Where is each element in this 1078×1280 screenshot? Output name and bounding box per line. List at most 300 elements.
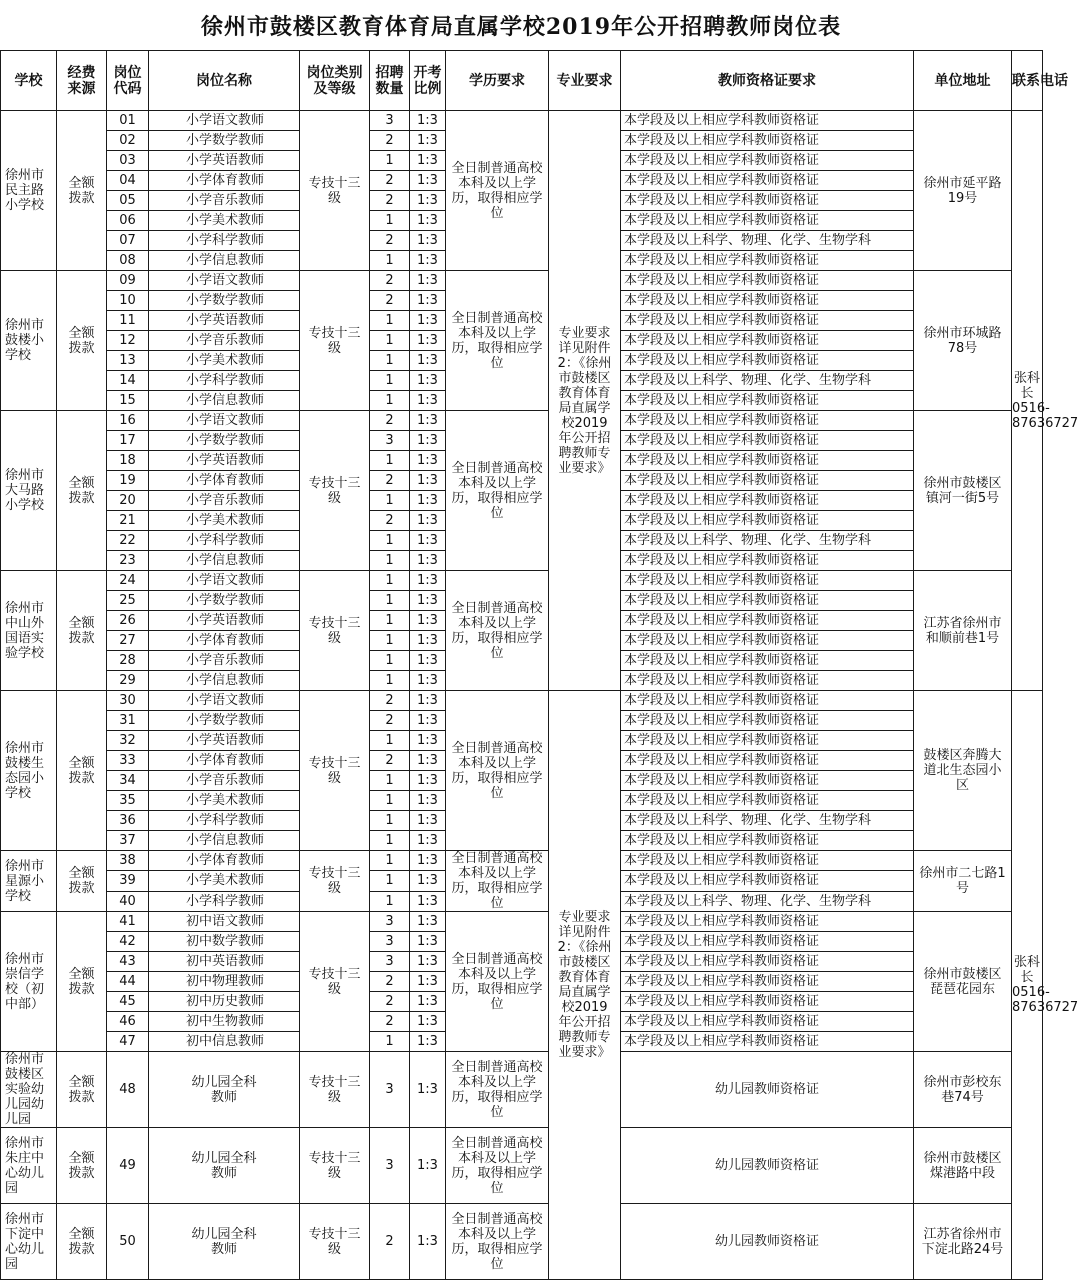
school-name: 徐州市大马路小学校	[1, 411, 57, 571]
position-level: 专技十三级	[300, 271, 370, 411]
position-name: 小学科学教师	[149, 811, 300, 831]
school-address: 鼓楼区奔腾大道北生态园小区	[914, 691, 1012, 851]
exam-ratio: 1:3	[410, 651, 446, 671]
table-row	[1, 111, 1043, 131]
certificate-requirement: 幼儿园教师资格证	[621, 1128, 914, 1204]
exam-ratio: 1:3	[410, 171, 446, 191]
funding-source: 全额拨款	[57, 1052, 107, 1128]
exam-ratio: 1:3	[410, 711, 446, 731]
position-level: 专技十三级	[300, 691, 370, 851]
position-name: 小学语文教师	[149, 571, 300, 591]
exam-ratio: 1:3	[410, 751, 446, 771]
exam-ratio: 1:3	[410, 791, 446, 811]
position-name: 小学美术教师	[149, 351, 300, 371]
table-row	[1, 571, 1043, 591]
hire-count: 2	[370, 972, 410, 992]
school-name: 徐州市中山外国语实验学校	[1, 571, 57, 691]
exam-ratio: 1:3	[410, 351, 446, 371]
position-code: 48	[107, 1052, 149, 1128]
exam-ratio: 1:3	[410, 511, 446, 531]
position-name: 小学数学教师	[149, 431, 300, 451]
certificate-requirement: 本学段及以上相应学科教师资格证	[621, 571, 914, 591]
education-requirement: 全日制普通高校本科及以上学历，取得相应学位	[446, 691, 549, 851]
position-code: 14	[107, 371, 149, 391]
hire-count: 1	[370, 571, 410, 591]
hire-count: 1	[370, 851, 410, 871]
position-code: 09	[107, 271, 149, 291]
hire-count: 2	[370, 1204, 410, 1280]
certificate-requirement: 本学段及以上相应学科教师资格证	[621, 751, 914, 771]
position-level: 专技十三级	[300, 411, 370, 571]
hire-count: 1	[370, 871, 410, 891]
position-name: 幼儿园全科教师	[149, 1052, 300, 1128]
position-code: 25	[107, 591, 149, 611]
education-requirement: 全日制普通高校本科及以上学历，取得相应学位	[446, 271, 549, 411]
position-name: 小学体育教师	[149, 751, 300, 771]
hire-count: 1	[370, 671, 410, 691]
hire-count: 1	[370, 811, 410, 831]
education-requirement: 全日制普通高校本科及以上学历，取得相应学位	[446, 411, 549, 571]
hire-count: 2	[370, 471, 410, 491]
certificate-requirement: 本学段及以上相应学科教师资格证	[621, 671, 914, 691]
hire-count: 2	[370, 171, 410, 191]
certificate-requirement: 本学段及以上相应学科教师资格证	[621, 391, 914, 411]
school-address: 江苏省徐州市下淀北路24号	[914, 1204, 1012, 1280]
hire-count: 1	[370, 311, 410, 331]
position-code: 24	[107, 571, 149, 591]
school-name: 徐州市鼓楼小学校	[1, 271, 57, 411]
school-address: 徐州市延平路19号	[914, 111, 1012, 271]
certificate-requirement: 本学段及以上相应学科教师资格证	[621, 651, 914, 671]
exam-ratio: 1:3	[410, 952, 446, 972]
position-code: 12	[107, 331, 149, 351]
hire-count: 1	[370, 491, 410, 511]
position-name: 小学科学教师	[149, 371, 300, 391]
certificate-requirement: 本学段及以上相应学科教师资格证	[621, 871, 914, 891]
header-certificate: 教师资格证要求	[621, 51, 914, 111]
position-code: 41	[107, 912, 149, 932]
hire-count: 1	[370, 771, 410, 791]
certificate-requirement: 本学段及以上相应学科教师资格证	[621, 451, 914, 471]
education-requirement: 全日制普通高校本科及以上学历，取得相应学位	[446, 1128, 549, 1204]
exam-ratio: 1:3	[410, 251, 446, 271]
position-code: 23	[107, 551, 149, 571]
position-code: 47	[107, 1032, 149, 1052]
position-code: 39	[107, 871, 149, 891]
header-education: 学历要求	[446, 51, 549, 111]
contact-phone: 张科长 0516-87636727	[1012, 111, 1043, 691]
position-name: 小学英语教师	[149, 611, 300, 631]
page-title: 徐州市鼓楼区教育体育局直属学校2019年公开招聘教师岗位表	[200, 13, 842, 40]
certificate-requirement: 本学段及以上相应学科教师资格证	[621, 171, 914, 191]
hire-count: 2	[370, 291, 410, 311]
position-level: 专技十三级	[300, 1204, 370, 1280]
major-requirement: 专业要求详见附件2：《徐州市鼓楼区教育体育局直属学校2019年公开招聘教师专业要求》	[549, 691, 621, 1280]
exam-ratio: 1:3	[410, 1128, 446, 1204]
exam-ratio: 1:3	[410, 932, 446, 952]
certificate-requirement: 本学段及以上相应学科教师资格证	[621, 952, 914, 972]
exam-ratio: 1:3	[410, 611, 446, 631]
school-name: 徐州市鼓楼生态园小学校	[1, 691, 57, 851]
position-code: 30	[107, 691, 149, 711]
hire-count: 2	[370, 411, 410, 431]
position-name: 小学音乐教师	[149, 331, 300, 351]
exam-ratio: 1:3	[410, 531, 446, 551]
position-code: 45	[107, 992, 149, 1012]
certificate-requirement: 本学段及以上相应学科教师资格证	[621, 731, 914, 751]
position-name: 小学美术教师	[149, 871, 300, 891]
certificate-requirement: 本学段及以上相应学科教师资格证	[621, 511, 914, 531]
hire-count: 1	[370, 831, 410, 851]
hire-count: 3	[370, 431, 410, 451]
school-name: 徐州市下淀中心幼儿园	[1, 1204, 57, 1280]
certificate-requirement: 本学段及以上相应学科教师资格证	[621, 1012, 914, 1032]
position-code: 38	[107, 851, 149, 871]
position-name: 小学音乐教师	[149, 771, 300, 791]
certificate-requirement: 本学段及以上相应学科教师资格证	[621, 311, 914, 331]
hire-count: 1	[370, 731, 410, 751]
position-name: 小学科学教师	[149, 891, 300, 911]
position-name: 小学美术教师	[149, 791, 300, 811]
certificate-requirement: 本学段及以上相应学科教师资格证	[621, 912, 914, 932]
position-name: 小学体育教师	[149, 171, 300, 191]
certificate-requirement: 幼儿园教师资格证	[621, 1052, 914, 1128]
position-code: 05	[107, 191, 149, 211]
position-code: 04	[107, 171, 149, 191]
funding-source: 全额拨款	[57, 571, 107, 691]
hire-count: 2	[370, 751, 410, 771]
position-level: 专技十三级	[300, 1052, 370, 1128]
position-code: 34	[107, 771, 149, 791]
certificate-requirement: 本学段及以上相应学科教师资格证	[621, 411, 914, 431]
school-name: 徐州市朱庄中心幼儿园	[1, 1128, 57, 1204]
certificate-requirement: 本学段及以上相应学科教师资格证	[621, 591, 914, 611]
hire-count: 1	[370, 391, 410, 411]
position-code: 29	[107, 671, 149, 691]
school-address: 徐州市环城路78号	[914, 271, 1012, 411]
education-requirement: 全日制普通高校本科及以上学历，取得相应学位	[446, 1204, 549, 1280]
position-code: 16	[107, 411, 149, 431]
hire-count: 1	[370, 331, 410, 351]
table-row	[1, 411, 1043, 431]
exam-ratio: 1:3	[410, 1032, 446, 1052]
school-address: 徐州市鼓楼区煤港路中段	[914, 1128, 1012, 1204]
hire-count: 1	[370, 891, 410, 911]
position-name: 小学音乐教师	[149, 191, 300, 211]
position-name: 小学信息教师	[149, 831, 300, 851]
exam-ratio: 1:3	[410, 992, 446, 1012]
hire-count: 1	[370, 1032, 410, 1052]
exam-ratio: 1:3	[410, 371, 446, 391]
school-name: 徐州市民主路小学校	[1, 111, 57, 271]
hire-count: 2	[370, 191, 410, 211]
hire-count: 3	[370, 932, 410, 952]
position-code: 46	[107, 1012, 149, 1032]
table-row	[1, 1204, 1043, 1280]
certificate-requirement: 本学段及以上相应学科教师资格证	[621, 551, 914, 571]
education-requirement: 全日制普通高校本科及以上学历，取得相应学位	[446, 851, 549, 912]
position-name: 小学信息教师	[149, 391, 300, 411]
position-name: 小学体育教师	[149, 631, 300, 651]
position-name: 小学体育教师	[149, 471, 300, 491]
certificate-requirement: 本学段及以上科学、物理、化学、生物学科	[621, 231, 914, 251]
position-level: 专技十三级	[300, 571, 370, 691]
position-level: 专技十三级	[300, 1128, 370, 1204]
exam-ratio: 1:3	[410, 811, 446, 831]
hire-count: 2	[370, 271, 410, 291]
school-address: 徐州市二七路1号	[914, 851, 1012, 912]
position-name: 幼儿园全科教师	[149, 1128, 300, 1204]
position-name: 小学科学教师	[149, 531, 300, 551]
certificate-requirement: 本学段及以上相应学科教师资格证	[621, 691, 914, 711]
position-code: 35	[107, 791, 149, 811]
funding-source: 全额拨款	[57, 691, 107, 851]
funding-source: 全额拨款	[57, 271, 107, 411]
exam-ratio: 1:3	[410, 912, 446, 932]
hire-count: 1	[370, 351, 410, 371]
header-position: 岗位名称	[149, 51, 300, 111]
position-code: 32	[107, 731, 149, 751]
funding-source: 全额拨款	[57, 912, 107, 1052]
hire-count: 2	[370, 691, 410, 711]
position-code: 36	[107, 811, 149, 831]
header-code: 岗位代码	[107, 51, 149, 111]
education-requirement: 全日制普通高校本科及以上学历，取得相应学位	[446, 111, 549, 271]
header-row	[1, 51, 1043, 111]
position-name: 小学美术教师	[149, 211, 300, 231]
hire-count: 1	[370, 531, 410, 551]
hire-count: 3	[370, 1128, 410, 1204]
education-requirement: 全日制普通高校本科及以上学历，取得相应学位	[446, 1052, 549, 1128]
position-name: 小学英语教师	[149, 311, 300, 331]
exam-ratio: 1:3	[410, 591, 446, 611]
exam-ratio: 1:3	[410, 131, 446, 151]
position-code: 26	[107, 611, 149, 631]
hire-count: 2	[370, 131, 410, 151]
table-row	[1, 1128, 1043, 1204]
position-name: 初中数学教师	[149, 932, 300, 952]
major-requirement: 专业要求详见附件2：《徐州市鼓楼区教育体育局直属学校2019年公开招聘教师专业要求》	[549, 111, 621, 691]
position-code: 49	[107, 1128, 149, 1204]
position-code: 01	[107, 111, 149, 131]
school-name: 徐州市崇信学校（初中部）	[1, 912, 57, 1052]
certificate-requirement: 本学段及以上相应学科教师资格证	[621, 771, 914, 791]
school-name: 徐州市星源小学校	[1, 851, 57, 912]
exam-ratio: 1:3	[410, 871, 446, 891]
funding-source: 全额拨款	[57, 1128, 107, 1204]
exam-ratio: 1:3	[410, 1012, 446, 1032]
recruitment-table	[0, 50, 1078, 1280]
exam-ratio: 1:3	[410, 411, 446, 431]
exam-ratio: 1:3	[410, 151, 446, 171]
table-row	[1, 271, 1043, 291]
exam-ratio: 1:3	[410, 671, 446, 691]
position-code: 06	[107, 211, 149, 231]
position-name: 小学科学教师	[149, 231, 300, 251]
header-category: 岗位类别及等级	[300, 51, 370, 111]
position-code: 11	[107, 311, 149, 331]
exam-ratio: 1:3	[410, 691, 446, 711]
exam-ratio: 1:3	[410, 731, 446, 751]
hire-count: 1	[370, 551, 410, 571]
hire-count: 1	[370, 211, 410, 231]
position-code: 43	[107, 952, 149, 972]
certificate-requirement: 本学段及以上相应学科教师资格证	[621, 1032, 914, 1052]
hire-count: 3	[370, 111, 410, 131]
hire-count: 3	[370, 1052, 410, 1128]
exam-ratio: 1:3	[410, 191, 446, 211]
position-code: 17	[107, 431, 149, 451]
hire-count: 2	[370, 231, 410, 251]
position-name: 小学音乐教师	[149, 651, 300, 671]
education-requirement: 全日制普通高校本科及以上学历，取得相应学位	[446, 912, 549, 1052]
position-name: 小学英语教师	[149, 151, 300, 171]
hire-count: 1	[370, 611, 410, 631]
certificate-requirement: 本学段及以上相应学科教师资格证	[621, 711, 914, 731]
position-code: 20	[107, 491, 149, 511]
certificate-requirement: 本学段及以上相应学科教师资格证	[621, 611, 914, 631]
header-count: 招聘数量	[370, 51, 410, 111]
certificate-requirement: 本学段及以上相应学科教师资格证	[621, 131, 914, 151]
position-name: 初中历史教师	[149, 992, 300, 1012]
position-name: 初中生物教师	[149, 1012, 300, 1032]
exam-ratio: 1:3	[410, 631, 446, 651]
position-name: 小学语文教师	[149, 111, 300, 131]
certificate-requirement: 本学段及以上相应学科教师资格证	[621, 631, 914, 651]
position-code: 40	[107, 891, 149, 911]
hire-count: 1	[370, 151, 410, 171]
hire-count: 2	[370, 711, 410, 731]
position-level: 专技十三级	[300, 111, 370, 271]
position-code: 10	[107, 291, 149, 311]
school-address: 徐州市鼓楼区镇河一街5号	[914, 411, 1012, 571]
exam-ratio: 1:3	[410, 771, 446, 791]
exam-ratio: 1:3	[410, 451, 446, 471]
certificate-requirement: 本学段及以上相应学科教师资格证	[621, 191, 914, 211]
position-code: 44	[107, 972, 149, 992]
position-level: 专技十三级	[300, 851, 370, 912]
exam-ratio: 1:3	[410, 311, 446, 331]
exam-ratio: 1:3	[410, 331, 446, 351]
position-code: 02	[107, 131, 149, 151]
hire-count: 3	[370, 952, 410, 972]
position-name: 小学信息教师	[149, 251, 300, 271]
exam-ratio: 1:3	[410, 211, 446, 231]
position-name: 小学数学教师	[149, 291, 300, 311]
position-code: 42	[107, 932, 149, 952]
exam-ratio: 1:3	[410, 972, 446, 992]
position-code: 28	[107, 651, 149, 671]
exam-ratio: 1:3	[410, 111, 446, 131]
position-name: 幼儿园全科教师	[149, 1204, 300, 1280]
position-code: 33	[107, 751, 149, 771]
header-school: 学校	[1, 51, 57, 111]
certificate-requirement: 本学段及以上相应学科教师资格证	[621, 932, 914, 952]
exam-ratio: 1:3	[410, 231, 446, 251]
header-major: 专业要求	[549, 51, 621, 111]
position-name: 小学语文教师	[149, 691, 300, 711]
certificate-requirement: 幼儿园教师资格证	[621, 1204, 914, 1280]
certificate-requirement: 本学段及以上相应学科教师资格证	[621, 291, 914, 311]
exam-ratio: 1:3	[410, 391, 446, 411]
position-name: 小学数学教师	[149, 591, 300, 611]
position-name: 小学语文教师	[149, 271, 300, 291]
hire-count: 1	[370, 791, 410, 811]
certificate-requirement: 本学段及以上相应学科教师资格证	[621, 791, 914, 811]
exam-ratio: 1:3	[410, 491, 446, 511]
header-ratio: 开考比例	[410, 51, 446, 111]
school-address: 江苏省徐州市和顺前巷1号	[914, 571, 1012, 691]
exam-ratio: 1:3	[410, 851, 446, 871]
hire-count: 1	[370, 631, 410, 651]
exam-ratio: 1:3	[410, 571, 446, 591]
position-name: 小学信息教师	[149, 551, 300, 571]
exam-ratio: 1:3	[410, 291, 446, 311]
position-name: 小学美术教师	[149, 511, 300, 531]
table-row	[1, 691, 1043, 711]
position-code: 50	[107, 1204, 149, 1280]
exam-ratio: 1:3	[410, 891, 446, 911]
school-address: 徐州市鼓楼区琵琶花园东	[914, 912, 1012, 1052]
position-name: 小学音乐教师	[149, 491, 300, 511]
certificate-requirement: 本学段及以上相应学科教师资格证	[621, 431, 914, 451]
certificate-requirement: 本学段及以上相应学科教师资格证	[621, 331, 914, 351]
exam-ratio: 1:3	[410, 831, 446, 851]
certificate-requirement: 本学段及以上相应学科教师资格证	[621, 831, 914, 851]
position-code: 13	[107, 351, 149, 371]
position-name: 初中物理教师	[149, 972, 300, 992]
exam-ratio: 1:3	[410, 431, 446, 451]
position-level: 专技十三级	[300, 912, 370, 1052]
hire-count: 1	[370, 591, 410, 611]
position-name: 初中语文教师	[149, 912, 300, 932]
school-name: 徐州市鼓楼区实验幼儿园幼儿园	[1, 1052, 57, 1128]
table-row	[1, 851, 1043, 871]
exam-ratio: 1:3	[410, 471, 446, 491]
funding-source: 全额拨款	[57, 411, 107, 571]
position-name: 初中英语教师	[149, 952, 300, 972]
exam-ratio: 1:3	[410, 551, 446, 571]
table-row	[1, 1052, 1043, 1128]
exam-ratio: 1:3	[410, 1052, 446, 1128]
hire-count: 2	[370, 1012, 410, 1032]
header-address: 单位地址	[914, 51, 1012, 111]
certificate-requirement: 本学段及以上相应学科教师资格证	[621, 151, 914, 171]
certificate-requirement: 本学段及以上相应学科教师资格证	[621, 271, 914, 291]
position-name: 初中信息教师	[149, 1032, 300, 1052]
position-name: 小学英语教师	[149, 731, 300, 751]
table-body	[1, 51, 1078, 1280]
position-code: 18	[107, 451, 149, 471]
position-code: 37	[107, 831, 149, 851]
header-funding: 经费来源	[57, 51, 107, 111]
certificate-requirement: 本学段及以上相应学科教师资格证	[621, 972, 914, 992]
exam-ratio: 1:3	[410, 271, 446, 291]
position-code: 15	[107, 391, 149, 411]
hire-count: 2	[370, 992, 410, 1012]
position-name: 小学信息教师	[149, 671, 300, 691]
position-name: 小学英语教师	[149, 451, 300, 471]
position-code: 31	[107, 711, 149, 731]
position-code: 27	[107, 631, 149, 651]
certificate-requirement: 本学段及以上相应学科教师资格证	[621, 851, 914, 871]
hire-count: 1	[370, 251, 410, 271]
certificate-requirement: 本学段及以上科学、物理、化学、生物学科	[621, 371, 914, 391]
position-name: 小学数学教师	[149, 711, 300, 731]
certificate-requirement: 本学段及以上相应学科教师资格证	[621, 251, 914, 271]
funding-source: 全额拨款	[57, 851, 107, 912]
hire-count: 1	[370, 451, 410, 471]
